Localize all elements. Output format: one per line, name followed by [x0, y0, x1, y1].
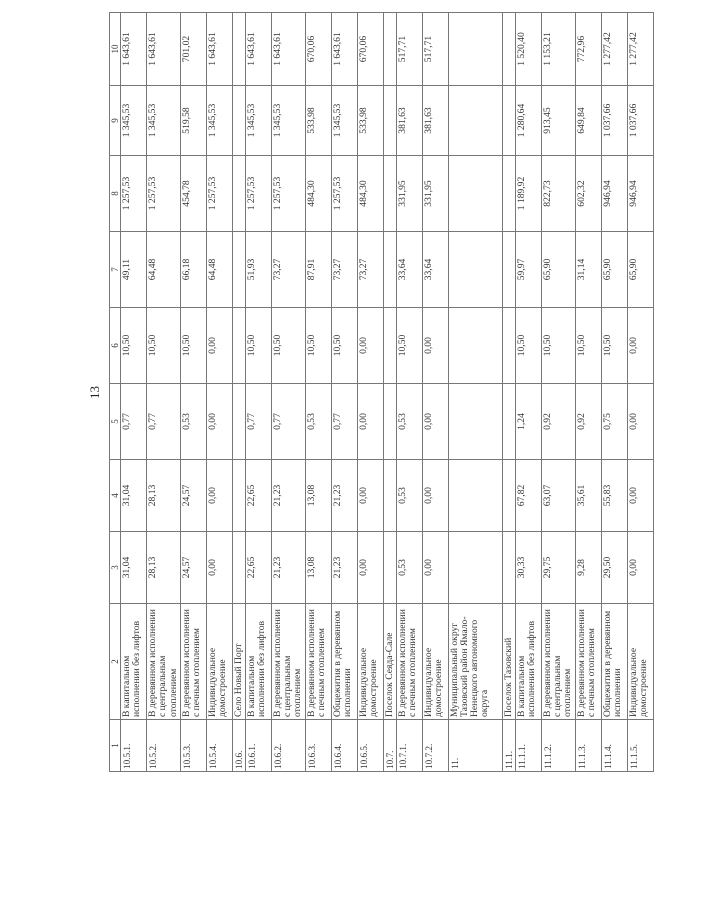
value-cell: [383, 460, 396, 532]
value-cell: 381,63: [422, 86, 448, 156]
value-cell: 0,00: [627, 308, 653, 384]
value-cell: [502, 384, 515, 460]
table-row: [331, 13, 357, 772]
value-cell: 0,00: [422, 532, 448, 604]
value-cell: 35,61: [575, 460, 601, 532]
row-number-cell: 10.7.1.: [396, 720, 422, 772]
value-cell: 21,23: [331, 460, 357, 532]
table-row: [502, 13, 515, 772]
row-name-cell: Общежития в деревянном исполнении: [331, 604, 357, 720]
value-cell: 822,73: [542, 156, 576, 232]
value-cell: 1 277,42: [627, 13, 653, 86]
table-row: [448, 13, 502, 772]
value-cell: 67,82: [516, 460, 542, 532]
header-cell: 4: [110, 460, 121, 532]
table-row: [232, 13, 245, 772]
value-cell: [383, 384, 396, 460]
value-cell: 1 257,53: [206, 156, 232, 232]
row-name-cell: В деревянном исполнении с печным отоплением: [180, 604, 206, 720]
row-name-cell: Индивидуальное домостроение: [422, 604, 448, 720]
value-cell: 33,64: [396, 232, 422, 308]
value-cell: [502, 86, 515, 156]
value-cell: 24,57: [180, 532, 206, 604]
value-cell: 1 520,40: [516, 13, 542, 86]
value-cell: [232, 13, 245, 86]
value-cell: 22,65: [246, 532, 272, 604]
row-number-cell: 10.5.4.: [206, 720, 232, 772]
row-name-cell: В деревянном исполнении с печным отоплением: [396, 604, 422, 720]
value-cell: 0,00: [357, 308, 383, 384]
value-cell: 0,53: [396, 384, 422, 460]
value-cell: 73,27: [357, 232, 383, 308]
row-number-cell: 10.7.2.: [422, 720, 448, 772]
value-cell: 73,27: [272, 232, 306, 308]
value-cell: 0,53: [396, 460, 422, 532]
value-cell: 0,00: [357, 384, 383, 460]
row-number-cell: 11.1.4.: [601, 720, 627, 772]
value-cell: 22,65: [246, 460, 272, 532]
value-cell: 0,77: [246, 384, 272, 460]
value-cell: 1 153,21: [542, 13, 576, 86]
value-cell: 28,13: [147, 532, 181, 604]
value-cell: 63,07: [542, 460, 576, 532]
value-cell: 701,02: [180, 13, 206, 86]
value-cell: 28,13: [147, 460, 181, 532]
row-number-cell: 11.: [448, 720, 502, 772]
value-cell: 65,90: [627, 232, 653, 308]
value-cell: 66,18: [180, 232, 206, 308]
value-cell: 1 643,61: [121, 13, 147, 86]
value-cell: 1 345,53: [206, 86, 232, 156]
value-cell: 0,77: [272, 384, 306, 460]
value-cell: 1 257,53: [121, 156, 147, 232]
value-cell: 24,57: [180, 460, 206, 532]
row-name-cell: В капитальном исполнении без лифтов: [121, 604, 147, 720]
row-name-cell: Село Новый Порт: [232, 604, 245, 720]
value-cell: 533,98: [357, 86, 383, 156]
table-row: [627, 13, 653, 772]
value-cell: [502, 532, 515, 604]
value-cell: 519,58: [180, 86, 206, 156]
table-row: [121, 13, 147, 772]
value-cell: [448, 384, 502, 460]
value-cell: [502, 156, 515, 232]
value-cell: 10,50: [272, 308, 306, 384]
value-cell: 1 643,61: [246, 13, 272, 86]
value-cell: 1 345,53: [331, 86, 357, 156]
row-name-cell: В капитальном исполнении без лифтов: [246, 604, 272, 720]
value-cell: 13,08: [305, 532, 331, 604]
value-cell: 0,53: [180, 384, 206, 460]
value-cell: 21,23: [272, 460, 306, 532]
row-number-cell: 10.5.1.: [121, 720, 147, 772]
row-number-cell: 10.6.2.: [272, 720, 306, 772]
value-cell: 946,94: [627, 156, 653, 232]
value-cell: 1 643,61: [331, 13, 357, 86]
table-row: [516, 13, 542, 772]
value-cell: 73,27: [331, 232, 357, 308]
row-number-cell: 11.1.1.: [516, 720, 542, 772]
table-row: [357, 13, 383, 772]
value-cell: [383, 13, 396, 86]
value-cell: [232, 384, 245, 460]
value-cell: 670,06: [305, 13, 331, 86]
value-cell: 0,92: [575, 384, 601, 460]
value-cell: 0,53: [305, 384, 331, 460]
value-cell: 0,75: [601, 384, 627, 460]
value-cell: 772,96: [575, 13, 601, 86]
value-cell: [448, 460, 502, 532]
value-cell: 0,00: [357, 460, 383, 532]
value-cell: [383, 232, 396, 308]
value-cell: [383, 156, 396, 232]
value-cell: 10,50: [331, 308, 357, 384]
header-cell: 1: [110, 720, 121, 772]
row-number-cell: 11.1.5.: [627, 720, 653, 772]
value-cell: 10,50: [246, 308, 272, 384]
value-cell: 0,00: [627, 384, 653, 460]
row-name-cell: Индивидуальное домостроение: [357, 604, 383, 720]
value-cell: 913,45: [542, 86, 576, 156]
value-cell: 31,04: [121, 532, 147, 604]
value-cell: [448, 532, 502, 604]
row-number-cell: 10.6.: [232, 720, 245, 772]
value-cell: 1 643,61: [272, 13, 306, 86]
row-name-cell: В деревянном исполнении с печным отоплением: [305, 604, 331, 720]
table-row: [180, 13, 206, 772]
table-row: [422, 13, 448, 772]
header-cell: 3: [110, 532, 121, 604]
value-cell: [448, 13, 502, 86]
value-cell: 0,77: [121, 384, 147, 460]
value-cell: 1 257,53: [246, 156, 272, 232]
value-cell: 649,84: [575, 86, 601, 156]
header-cell: 10: [110, 13, 121, 86]
value-cell: 9,28: [575, 532, 601, 604]
row-name-cell: В капитальном исполнении без лифтов: [516, 604, 542, 720]
page-number: 13: [87, 386, 102, 399]
value-cell: [502, 308, 515, 384]
value-cell: 0,00: [422, 460, 448, 532]
value-cell: [502, 232, 515, 308]
table-row: [246, 13, 272, 772]
value-cell: 484,30: [357, 156, 383, 232]
value-cell: 0,77: [331, 384, 357, 460]
value-cell: [448, 308, 502, 384]
value-cell: 10,50: [305, 308, 331, 384]
row-number-cell: 10.6.1.: [246, 720, 272, 772]
value-cell: 946,94: [601, 156, 627, 232]
value-cell: 10,50: [180, 308, 206, 384]
table-row: [206, 13, 232, 772]
value-cell: 1 345,53: [121, 86, 147, 156]
value-cell: 10,50: [147, 308, 181, 384]
value-cell: 331,95: [396, 156, 422, 232]
row-name-cell: Индивидуальное домостроение: [627, 604, 653, 720]
table-row: [542, 13, 576, 772]
value-cell: 0,92: [542, 384, 576, 460]
value-cell: 1 257,53: [147, 156, 181, 232]
row-number-cell: 10.7.: [383, 720, 396, 772]
value-cell: [232, 308, 245, 384]
value-cell: 1 257,53: [272, 156, 306, 232]
value-cell: 1 643,61: [206, 13, 232, 86]
row-name-cell: В деревянном исполнении с печным отоплением: [575, 604, 601, 720]
value-cell: 0,00: [206, 384, 232, 460]
value-cell: 31,04: [121, 460, 147, 532]
table-row: [305, 13, 331, 772]
value-cell: 10,50: [121, 308, 147, 384]
row-name-cell: В деревянном исполнении с центральным отоплением: [147, 604, 181, 720]
value-cell: 484,30: [305, 156, 331, 232]
value-cell: 64,48: [206, 232, 232, 308]
value-cell: 10,50: [575, 308, 601, 384]
table-row: [396, 13, 422, 772]
value-cell: 21,23: [331, 532, 357, 604]
row-number-cell: 10.6.4.: [331, 720, 357, 772]
value-cell: 31,14: [575, 232, 601, 308]
header-cell: 7: [110, 232, 121, 308]
value-cell: 87,91: [305, 232, 331, 308]
value-cell: 1 643,61: [147, 13, 181, 86]
value-cell: [383, 532, 396, 604]
value-cell: [383, 308, 396, 384]
table-row: [272, 13, 306, 772]
value-cell: 10,50: [516, 308, 542, 384]
value-cell: 1 277,42: [601, 13, 627, 86]
value-cell: 670,06: [357, 13, 383, 86]
value-cell: [502, 460, 515, 532]
value-cell: 533,98: [305, 86, 331, 156]
value-cell: 13,08: [305, 460, 331, 532]
value-cell: 381,63: [396, 86, 422, 156]
value-cell: 21,23: [272, 532, 306, 604]
value-cell: 64,48: [147, 232, 181, 308]
value-cell: 0,00: [206, 532, 232, 604]
table-row: [383, 13, 396, 772]
row-name-cell: Поселок Тазовский: [502, 604, 515, 720]
value-cell: [502, 13, 515, 86]
row-number-cell: 10.5.3.: [180, 720, 206, 772]
value-cell: 602,32: [575, 156, 601, 232]
row-number-cell: 10.5.2.: [147, 720, 181, 772]
value-cell: [383, 86, 396, 156]
value-cell: 1 037,66: [601, 86, 627, 156]
value-cell: 65,90: [542, 232, 576, 308]
value-cell: 1,24: [516, 384, 542, 460]
row-name-cell: В деревянном исполнении с центральным отоплением: [272, 604, 306, 720]
header-cell: 6: [110, 308, 121, 384]
value-cell: 517,71: [396, 13, 422, 86]
value-cell: 29,75: [542, 532, 576, 604]
value-cell: 65,90: [601, 232, 627, 308]
value-cell: [232, 86, 245, 156]
row-number-cell: 11.1.3.: [575, 720, 601, 772]
value-cell: 10,50: [396, 308, 422, 384]
value-cell: 0,00: [206, 308, 232, 384]
value-cell: 0,00: [422, 384, 448, 460]
header-cell: 5: [110, 384, 121, 460]
row-name-cell: Муниципальный округ Тазовский район Ямало-Ненецкого автономного округа: [448, 604, 502, 720]
value-cell: 0,53: [396, 532, 422, 604]
value-cell: 0,77: [147, 384, 181, 460]
row-name-cell: Общежития в деревянном исполнении: [601, 604, 627, 720]
value-cell: 517,71: [422, 13, 448, 86]
value-cell: 10,50: [601, 308, 627, 384]
value-cell: 49,11: [121, 232, 147, 308]
row-number-cell: 11.1.2.: [542, 720, 576, 772]
value-cell: 30,33: [516, 532, 542, 604]
header-cell: 9: [110, 86, 121, 156]
value-cell: [448, 86, 502, 156]
value-cell: 454,78: [180, 156, 206, 232]
value-cell: 1 280,64: [516, 86, 542, 156]
value-cell: [232, 156, 245, 232]
row-number-cell: 10.6.3.: [305, 720, 331, 772]
row-name-cell: Индивидуальное домостроение: [206, 604, 232, 720]
value-cell: 0,00: [357, 532, 383, 604]
row-name-cell: В деревянном исполнении с центральным отоплением: [542, 604, 576, 720]
value-cell: 0,00: [206, 460, 232, 532]
value-cell: 1 257,53: [331, 156, 357, 232]
value-cell: 51,93: [246, 232, 272, 308]
tariff-table: [109, 12, 654, 772]
table-row: [575, 13, 601, 772]
header-cell: 2: [110, 604, 121, 720]
header-cell: 8: [110, 156, 121, 232]
value-cell: 29,50: [601, 532, 627, 604]
value-cell: 0,00: [422, 308, 448, 384]
value-cell: 59,97: [516, 232, 542, 308]
table-header-row: [110, 13, 121, 772]
value-cell: 331,95: [422, 156, 448, 232]
value-cell: 1 189,92: [516, 156, 542, 232]
row-name-cell: Поселок Сеяда-Сале: [383, 604, 396, 720]
value-cell: 1 037,66: [627, 86, 653, 156]
row-number-cell: 11.1.: [502, 720, 515, 772]
value-cell: 1 345,53: [246, 86, 272, 156]
value-cell: 1 345,53: [272, 86, 306, 156]
value-cell: [232, 532, 245, 604]
value-cell: 0,00: [627, 460, 653, 532]
table-row: [147, 13, 181, 772]
table-row: [601, 13, 627, 772]
rotated-content: [87, 13, 701, 772]
value-cell: [232, 232, 245, 308]
value-cell: [232, 460, 245, 532]
value-cell: 10,50: [542, 308, 576, 384]
value-cell: [448, 232, 502, 308]
row-number-cell: 10.6.5.: [357, 720, 383, 772]
value-cell: 55,83: [601, 460, 627, 532]
value-cell: 1 345,53: [147, 86, 181, 156]
value-cell: [448, 156, 502, 232]
value-cell: 0,00: [627, 532, 653, 604]
value-cell: 33,64: [422, 232, 448, 308]
